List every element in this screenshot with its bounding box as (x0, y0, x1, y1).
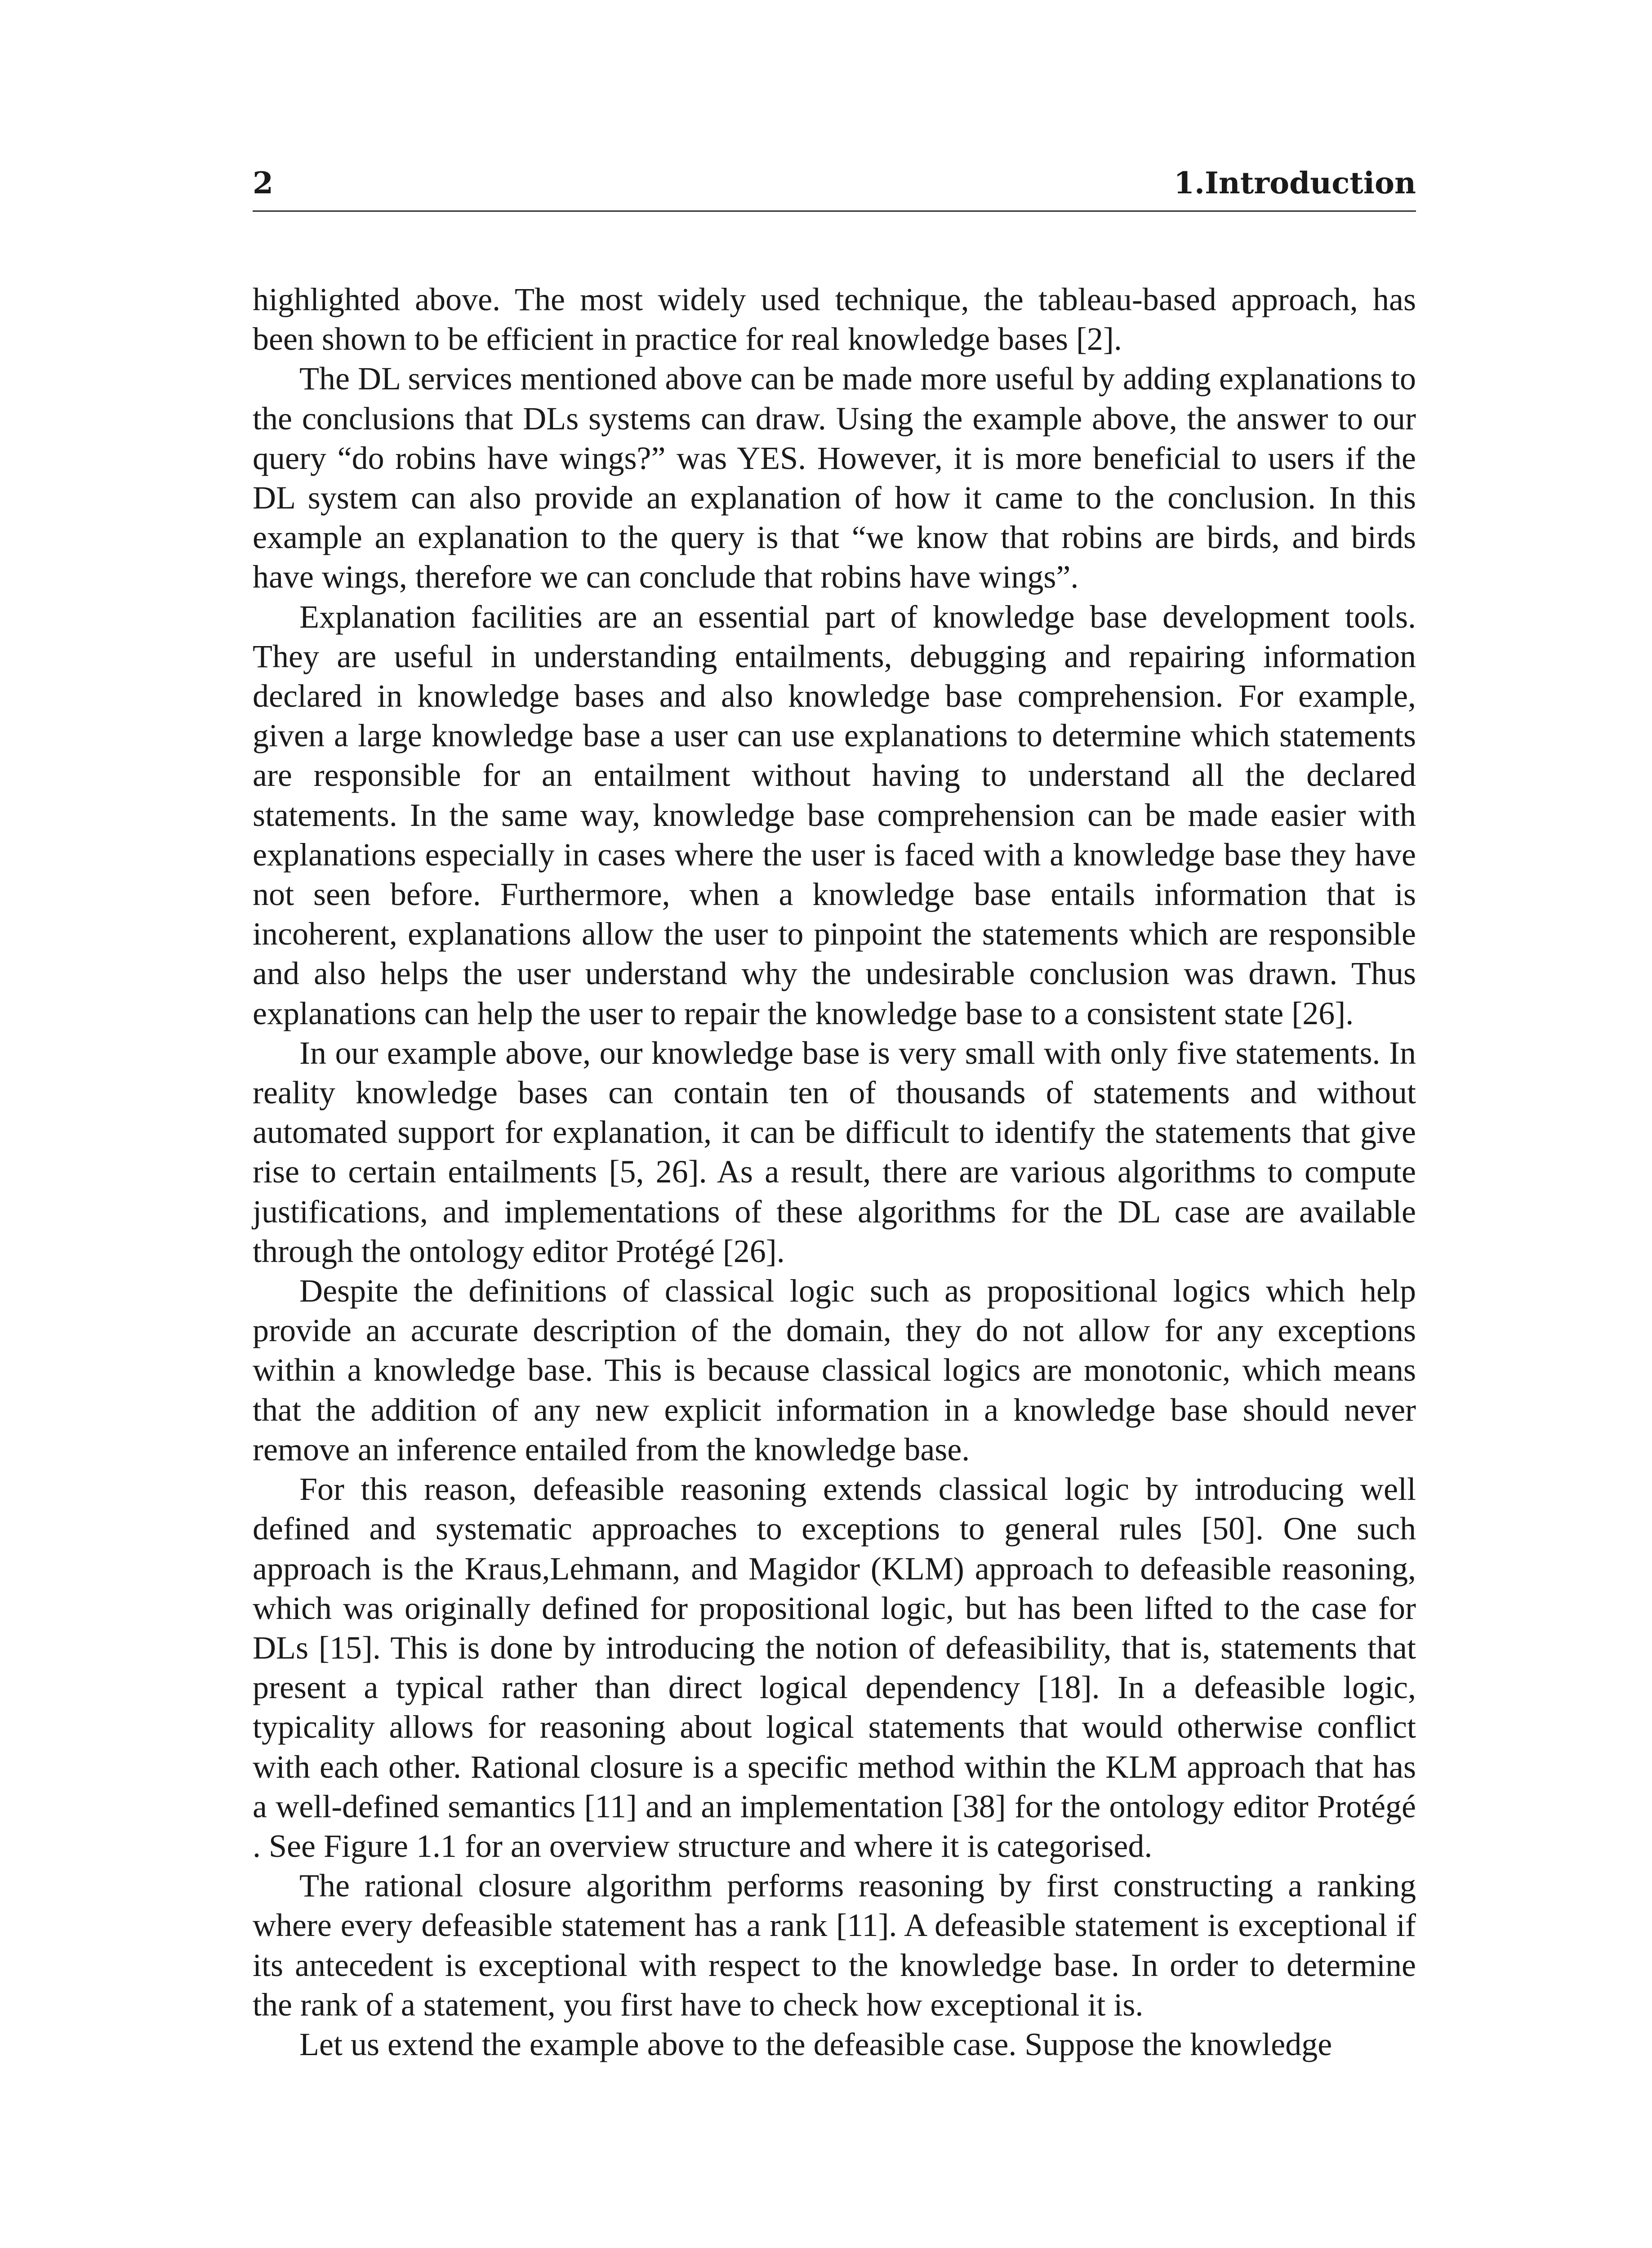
body-text (253, 280, 1416, 2064)
paragraph: The DL services mentioned above can be made more useful by adding explanations to the conclusions that DLs systems can draw. Using the example above, the answer to our query “do robins have wings?” was YES. However, it is more beneficial to users if the DL system can also provide an explanation of how it came to the conclusion. In this example an explanation to the query is that “we know that robins are birds, and birds have wings, therefore we can conclude that robins have wings”. (253, 361, 1416, 595)
page-number: 2 (253, 165, 273, 201)
running-head: 1.Introduction (1174, 165, 1416, 201)
paragraph: For this reason, defeasible reasoning extends classical logic by introducing well defined and systematic approaches to exceptions to general rules [50]. One such approach is the Kraus,Lehmann, and Magidor (KLM) approach to defeasible reasoning, which was originally defined for propositional logic, but has been lifted to the case for DLs [15]. This is done by introducing the notion of defeasibility, that is, statements that present a typical rather than direct logical dependency [18]. In a defeasible logic, typicality allows for reasoning about logical statements that would otherwise conflict with each other. Rational closure is a specific method within the KLM approach that has a well-defined semantics [11] and an implementation [38] for the ontology editor Protégé . See Figure 1.1 for an overview structure and where it is categorised. (253, 1471, 1416, 1864)
paragraph: highlighted above. The most widely used technique, the tableau-based approach, has been shown to be efficient in practice for real knowledge bases [2]. (253, 281, 1416, 357)
paragraph: Explanation facilities are an essential part of knowledge base development tools. They are useful in understanding entailments, debugging and repairing information declared in knowledge bases and also knowledge base comprehension. For example, given a large knowledge base a user can use explanations to determine which statements are responsible for an entailment without having to understand all the declared statements. In the same way, knowledge base comprehension can be made easier with explanations especially in cases where the user is faced with a knowledge base they have not seen before. Furthermore, when a knowledge base entails information that is incoherent, explanations allow the user to pinpoint the statements which are responsible and also helps the user understand why the undesirable conclusion was drawn. Thus explanations can help the user to repair the knowledge base to a consistent state [26]. (253, 598, 1416, 1031)
paragraph: The rational closure algorithm performs reasoning by first constructing a ranking where every defeasible statement has a rank [11]. A defeasible statement is exceptional if its antecedent is exceptional with respect to the knowledge base. In order to determine the rank of a statement, you first have to check how exceptional it is. (253, 1868, 1416, 2023)
paragraph: In our example above, our knowledge base is very small with only five statements. In reality knowledge bases can contain ten of thousands of statements and without automated support for explanation, it can be difficult to identify the statements that give rise to certain entailments [5, 26]. As a result, there are various algorithms to compute justifications, and implementations of these algorithms for the DL case are available through the ontology editor Protégé [26]. (253, 1035, 1416, 1269)
paragraph: Let us extend the example above to the defeasible case. Suppose the knowledge (299, 2026, 1332, 2062)
paragraph: Despite the definitions of classical logic such as propositional logics which help provide an accurate description of the domain, they do not allow for any exceptions within a knowledge base. This is because classical logics are monotonic, which means that the addition of any new explicit information in a knowledge base should never remove an inference entailed from the knowledge base. (253, 1273, 1416, 1467)
page-header (253, 165, 1416, 212)
